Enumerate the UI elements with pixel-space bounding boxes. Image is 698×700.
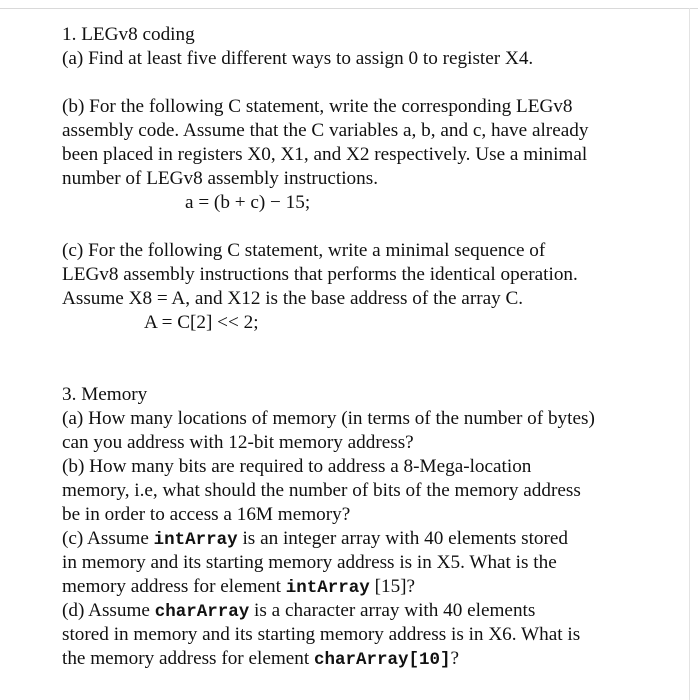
section-3-part-c-line-2: in memory and its starting memory address is in X5. What is the (62, 552, 557, 573)
part-c-prefix: (c) Assume (62, 528, 154, 549)
part-d-suffix: is a character array with 40 elements (249, 600, 536, 621)
part-d-prefix: (d) Assume (62, 600, 155, 621)
section-1-part-a: (a) Find at least five different ways to assign 0 to register X4. (62, 48, 534, 69)
section-3-part-a-line-2: can you address with 12-bit memory address? (62, 432, 414, 453)
section-3-part-b-line-2: memory, i.e, what should the number of bits of the memory address (62, 480, 581, 501)
code-char-array-index: charArray[10] (314, 650, 451, 670)
document-body (62, 23, 682, 671)
section-3-part-d-line-1 (62, 599, 682, 623)
section-3-part-c-line-3 (62, 575, 682, 599)
part-c-suffix: is an integer array with 40 elements stored (237, 528, 569, 549)
section-1-part-c-line-1: (c) For the following C statement, write a minimal sequence of (62, 240, 546, 261)
section-1-part-b-line-2: assembly code. Assume that the C variables a, b, and c, have already (62, 120, 589, 141)
section-3-part-d-line-2: stored in memory and its starting memory address is in X6. What is (62, 624, 581, 645)
section-3-part-b-line-3: be in order to access a 16M memory? (62, 504, 351, 525)
section-3-part-b-line-1: (b) How many bits are required to address a 8-Mega-location (62, 456, 532, 477)
section-1-part-b-equation: a = (b + c) − 15; (185, 192, 311, 213)
code-int-array: intArray (153, 530, 238, 550)
section-1-heading: 1. LEGv8 coding (62, 24, 195, 45)
top-border (0, 0, 698, 9)
section-1-part-b-line-3: been placed in registers X0, X1, and X2 respectively. Use a minimal (62, 144, 588, 165)
section-3-heading: 3. Memory (62, 384, 148, 405)
section-1-part-c-line-3: Assume X8 = A, and X12 is the base address of the array C. (62, 288, 524, 309)
part-c-l3-prefix: memory address for element (62, 576, 286, 597)
part-c-l3-suffix: [15]? (369, 576, 416, 597)
right-border (689, 8, 690, 700)
section-3-part-c-line-1 (62, 527, 682, 551)
section-1-part-b-line-4: number of LEGv8 assembly instructions. (62, 168, 379, 189)
section-3-part-d-line-3 (62, 647, 682, 671)
section-1-part-c-equation: A = C[2] << 2; (144, 312, 259, 333)
section-1-part-b-line-1: (b) For the following C statement, write the corresponding LEGv8 (62, 96, 573, 117)
code-char-array: charArray (154, 602, 250, 622)
part-d-l3-suffix: ? (450, 648, 460, 669)
code-int-array: intArray (285, 578, 370, 598)
part-d-l3-prefix: the memory address for element (62, 648, 315, 669)
section-1-part-c-line-2: LEGv8 assembly instructions that performs the identical operation. (62, 264, 578, 285)
section-3-part-a-line-1: (a) How many locations of memory (in terms of the number of bytes) (62, 408, 595, 429)
